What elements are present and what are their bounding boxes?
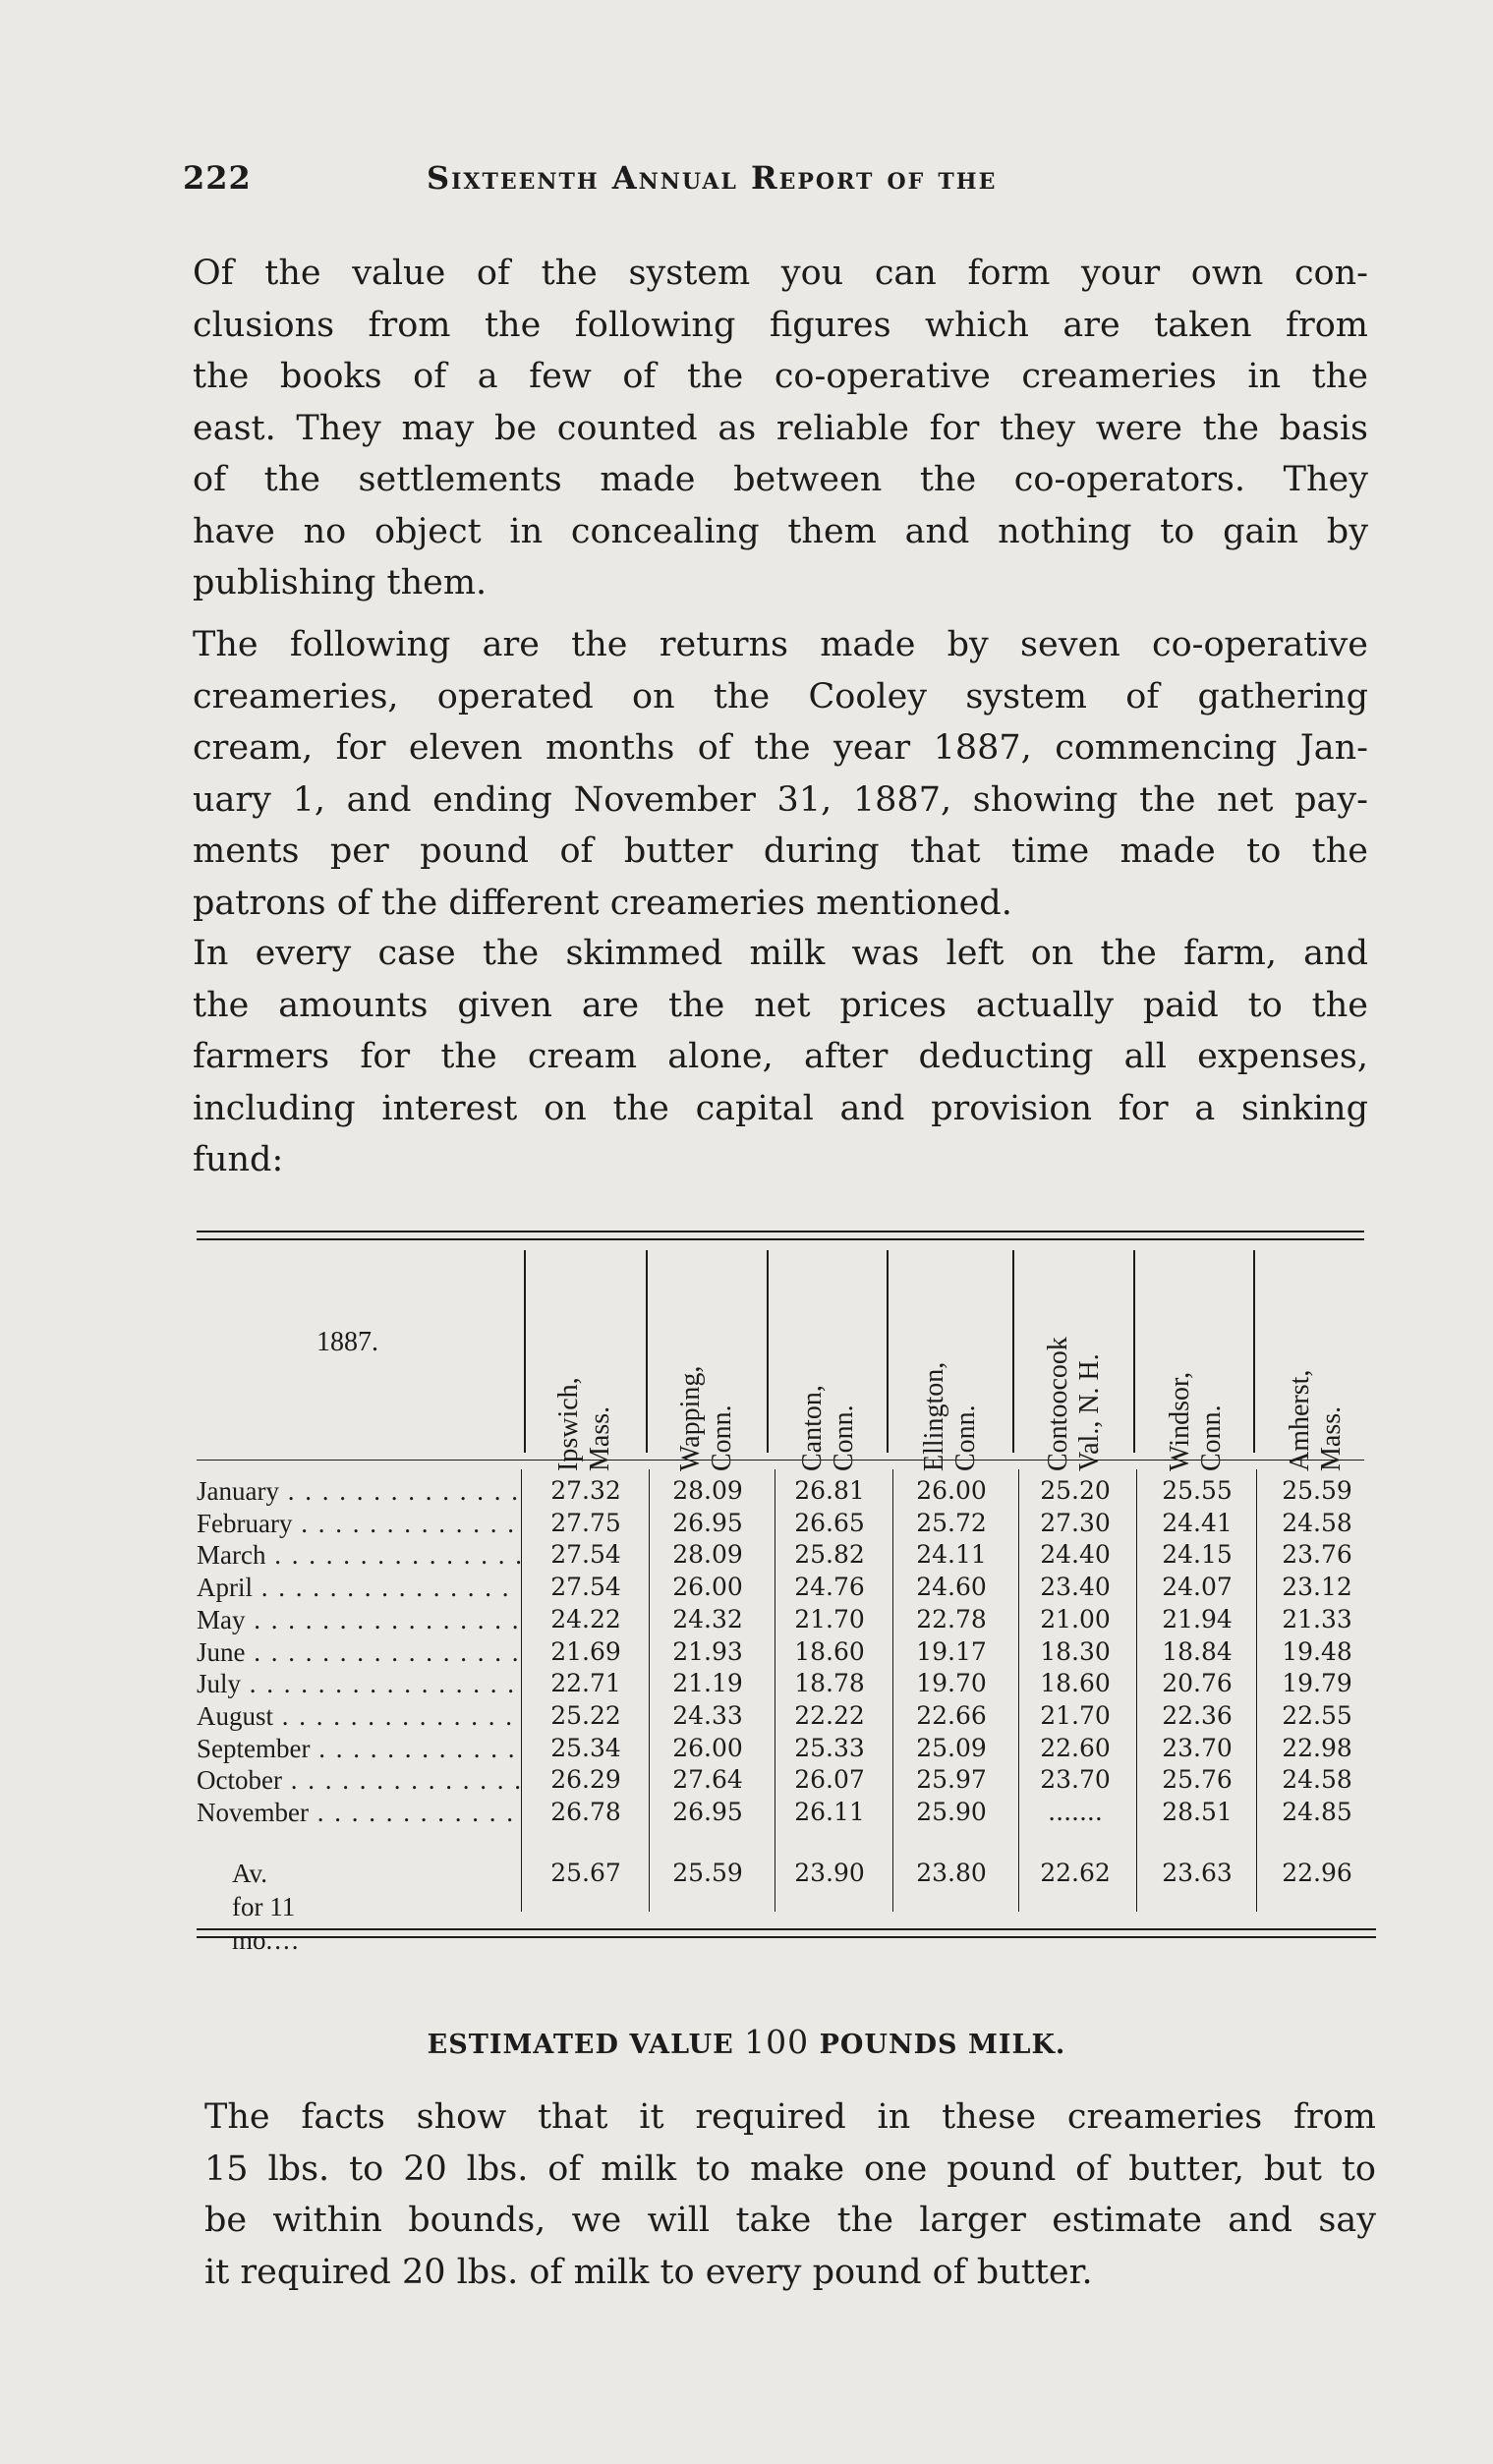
table-cell: 22.22 bbox=[794, 1700, 865, 1730]
table-cell: 18.30 bbox=[1040, 1636, 1111, 1666]
table-cell: 21.70 bbox=[1040, 1700, 1111, 1730]
column-divider bbox=[887, 1250, 889, 1453]
table-cell: 24.07 bbox=[1162, 1573, 1233, 1602]
table-cell: 24.60 bbox=[916, 1573, 987, 1602]
table-cell: 18.84 bbox=[1162, 1636, 1233, 1666]
text-line: have no object in concealing them and nothing to gain by bbox=[193, 511, 1368, 551]
column-header bbox=[1035, 1226, 1114, 1471]
column-divider bbox=[1133, 1250, 1135, 1453]
text-line: patrons of the different creameries mentioned. bbox=[193, 883, 1012, 923]
table-cell: 22.36 bbox=[1162, 1700, 1233, 1730]
column-header-line: Conn. bbox=[829, 1404, 859, 1471]
table-cell: 24.76 bbox=[794, 1573, 865, 1602]
month-label: April . . . bbox=[197, 1571, 521, 1604]
text-line: creameries, operated on the Cooley system of gathering bbox=[193, 676, 1368, 716]
average-cell: 22.96 bbox=[1282, 1859, 1352, 1887]
table-cell: 24.15 bbox=[1162, 1540, 1233, 1570]
column-header bbox=[911, 1226, 990, 1471]
table-cell: 24.85 bbox=[1282, 1798, 1352, 1826]
table-cell: 27.75 bbox=[550, 1508, 621, 1537]
table-cell: 25.20 bbox=[1040, 1476, 1111, 1505]
subheading-post: POUNDS MILK. bbox=[819, 2030, 1066, 2060]
table-cell: 26.81 bbox=[794, 1476, 865, 1505]
table-cell: 22.66 bbox=[916, 1700, 987, 1730]
table-cell: 27.54 bbox=[550, 1573, 621, 1602]
table-cell: ....... bbox=[1048, 1798, 1103, 1826]
year-label: 1887. bbox=[316, 1327, 378, 1357]
table-cell: 19.70 bbox=[916, 1669, 987, 1698]
subheading-pre: ESTIMATED VALUE bbox=[427, 2030, 734, 2060]
text-line: be within bounds, we will take the larger estimate and say bbox=[204, 2201, 1376, 2240]
table-cell: 24.22 bbox=[550, 1604, 621, 1633]
column-header bbox=[789, 1226, 868, 1471]
column-header-line: Val., N. H. bbox=[1074, 1353, 1105, 1471]
table-cell: 23.70 bbox=[1162, 1733, 1233, 1762]
table-cell: 26.07 bbox=[794, 1765, 865, 1795]
table-cell: 28.51 bbox=[1162, 1798, 1233, 1826]
table-cell: 25.09 bbox=[916, 1733, 987, 1762]
table-cell: 25.82 bbox=[794, 1540, 865, 1570]
average-cell: 23.80 bbox=[916, 1859, 987, 1887]
column-header-line: Contoocook bbox=[1043, 1337, 1073, 1471]
table-cell: 26.00 bbox=[672, 1573, 743, 1602]
table-cell: 24.11 bbox=[916, 1540, 987, 1570]
average-cell: 23.63 bbox=[1162, 1859, 1233, 1887]
text-line: ments per pound of butter during that time made to the bbox=[193, 831, 1368, 871]
column-header-line: Canton, bbox=[797, 1385, 828, 1471]
column-header-line: Conn. bbox=[707, 1404, 737, 1471]
month-label: May . . . bbox=[197, 1603, 521, 1636]
table-cell: 22.60 bbox=[1040, 1733, 1111, 1762]
table-cell: 28.09 bbox=[672, 1540, 743, 1570]
column-header-line: Wapping, bbox=[675, 1365, 706, 1471]
table-cell: 21.19 bbox=[672, 1669, 743, 1698]
column-divider bbox=[767, 1250, 769, 1453]
column-header bbox=[1277, 1226, 1355, 1471]
table-cell: 18.60 bbox=[1040, 1669, 1111, 1698]
table-cell: 19.79 bbox=[1282, 1669, 1352, 1698]
table-cell: 27.32 bbox=[550, 1476, 621, 1505]
paragraph-closing bbox=[204, 2092, 1376, 2298]
text-line: 15 lbs. to 20 lbs. of milk to make one pound of butter, but to bbox=[204, 2149, 1376, 2189]
table-cell: 19.48 bbox=[1282, 1636, 1352, 1666]
table-cell: 21.69 bbox=[550, 1636, 621, 1666]
table-cell: 21.33 bbox=[1282, 1604, 1352, 1633]
table-cell: 21.94 bbox=[1162, 1604, 1233, 1633]
month-label: February . . . bbox=[197, 1507, 521, 1540]
paragraph-returns bbox=[193, 619, 1368, 929]
column-divider bbox=[524, 1250, 526, 1453]
average-label bbox=[232, 1857, 301, 1957]
paragraph-skimmed-milk bbox=[193, 928, 1368, 1186]
table-cell: 27.30 bbox=[1040, 1508, 1111, 1537]
column-header-line: Ipswich, bbox=[553, 1377, 584, 1471]
table-cell: 24.41 bbox=[1162, 1508, 1233, 1537]
table-cell: 20.76 bbox=[1162, 1669, 1233, 1698]
table-cell: 21.00 bbox=[1040, 1604, 1111, 1633]
column-header bbox=[546, 1226, 624, 1471]
month-label: June . . . bbox=[197, 1635, 521, 1669]
average-label-text: Av. for 11 mo bbox=[232, 1859, 296, 1955]
column-divider bbox=[1253, 1250, 1255, 1453]
table-cell: 18.78 bbox=[794, 1669, 865, 1698]
table-cell: 24.33 bbox=[672, 1700, 743, 1730]
text-line: including interest on the capital and provision for a sinking bbox=[193, 1088, 1368, 1128]
column-header-line: Amherst, bbox=[1285, 1369, 1315, 1471]
month-label: July . . . bbox=[197, 1667, 521, 1700]
column-divider bbox=[646, 1250, 648, 1453]
table-cell: 23.76 bbox=[1282, 1540, 1352, 1570]
average-cell: 25.59 bbox=[672, 1859, 743, 1887]
table-cell: 25.72 bbox=[916, 1508, 987, 1537]
table-cell: 23.70 bbox=[1040, 1765, 1111, 1795]
column-header-line: Mass. bbox=[1316, 1405, 1347, 1471]
table-cell: 22.78 bbox=[916, 1604, 987, 1633]
text-line: east. They may be counted as reliable for they were the basis bbox=[193, 408, 1368, 448]
table-cell: 26.29 bbox=[550, 1765, 621, 1795]
running-title: Sixteenth Annual Report of the bbox=[427, 159, 998, 197]
column-header bbox=[1157, 1226, 1235, 1471]
table-cell: 26.95 bbox=[672, 1798, 743, 1826]
section-subheading bbox=[0, 2023, 1493, 2061]
table-cell: 25.55 bbox=[1162, 1476, 1233, 1505]
text-line: In every case the skimmed milk was left on the farm, and bbox=[193, 934, 1368, 973]
text-line: the books of a few of the co-operative creameries in the bbox=[193, 357, 1368, 396]
table-cell: 22.98 bbox=[1282, 1733, 1352, 1762]
average-label-dots: .... bbox=[265, 1925, 301, 1955]
table-cell: 21.93 bbox=[672, 1636, 743, 1666]
table-cell: 27.54 bbox=[550, 1540, 621, 1570]
table-cell: 22.71 bbox=[550, 1669, 621, 1698]
month-label: March . . . bbox=[197, 1538, 521, 1572]
table-cell: 23.40 bbox=[1040, 1573, 1111, 1602]
column-header-line: Mass. bbox=[585, 1405, 615, 1471]
column-header-line: Conn. bbox=[1196, 1404, 1227, 1471]
table-cell: 26.95 bbox=[672, 1508, 743, 1537]
table-cell: 25.76 bbox=[1162, 1765, 1233, 1795]
text-line: fund: bbox=[193, 1140, 284, 1179]
text-line: it required 20 lbs. of milk to every pound of butter. bbox=[204, 2252, 1093, 2292]
month-label: November . . . bbox=[197, 1796, 521, 1829]
table-cell: 24.58 bbox=[1282, 1508, 1352, 1537]
month-label: January . . . bbox=[197, 1474, 521, 1508]
table-cell: 25.34 bbox=[550, 1733, 621, 1762]
table-cell: 23.12 bbox=[1282, 1573, 1352, 1602]
table-cell: 25.97 bbox=[916, 1765, 987, 1795]
subheading-number: 100 bbox=[744, 2023, 810, 2061]
average-cell: 23.90 bbox=[794, 1859, 865, 1887]
text-line: clusions from the following figures which are taken from bbox=[193, 305, 1368, 345]
table-cell: 26.65 bbox=[794, 1508, 865, 1537]
table-cell: 25.22 bbox=[550, 1700, 621, 1730]
table-cell: 18.60 bbox=[794, 1636, 865, 1666]
table-bottom-rule bbox=[197, 1936, 1376, 1938]
table-cell: 19.17 bbox=[916, 1636, 987, 1666]
table-cell: 25.90 bbox=[916, 1798, 987, 1826]
column-header-line: Conn. bbox=[950, 1404, 981, 1471]
table-bottom-rule bbox=[197, 1928, 1376, 1930]
month-label: August . . . bbox=[197, 1699, 521, 1733]
text-line: The following are the returns made by seven co-operative bbox=[193, 625, 1368, 664]
column-divider bbox=[1012, 1250, 1014, 1453]
table-cell: 22.55 bbox=[1282, 1700, 1352, 1730]
table-cell: 25.33 bbox=[794, 1733, 865, 1762]
text-line: cream, for eleven months of the year 1887, commencing Jan- bbox=[193, 728, 1368, 768]
paragraph-intro bbox=[193, 248, 1368, 609]
table-cell: 26.78 bbox=[550, 1798, 621, 1826]
table-cell: 24.40 bbox=[1040, 1540, 1111, 1570]
column-header-line: Windsor, bbox=[1165, 1371, 1195, 1471]
column-header bbox=[667, 1226, 746, 1471]
text-line: the amounts given are the net prices actually paid to the bbox=[193, 985, 1368, 1025]
table-cell: 26.00 bbox=[916, 1476, 987, 1505]
table-cell: 24.32 bbox=[672, 1604, 743, 1633]
text-line: farmers for the cream alone, after deducting all expenses, bbox=[193, 1037, 1368, 1076]
table-cell: 27.64 bbox=[672, 1765, 743, 1795]
table-cell: 28.09 bbox=[672, 1476, 743, 1505]
table-cell: 21.70 bbox=[794, 1604, 865, 1633]
average-cell: 22.62 bbox=[1040, 1859, 1111, 1887]
text-line: of the settlements made between the co-operators. They bbox=[193, 460, 1368, 499]
text-line: uary 1, and ending November 31, 1887, showing the net pay- bbox=[193, 779, 1368, 820]
text-line: The facts show that it required in these creameries from bbox=[204, 2097, 1376, 2137]
table-cell: 25.59 bbox=[1282, 1476, 1352, 1505]
table-cell: 26.00 bbox=[672, 1733, 743, 1762]
table-cell: 24.58 bbox=[1282, 1765, 1352, 1795]
column-divider bbox=[521, 1469, 522, 1912]
text-line: Of the value of the system you can form your own con- bbox=[193, 254, 1368, 293]
average-cell: 25.67 bbox=[550, 1859, 621, 1887]
table-cell: 26.11 bbox=[794, 1798, 865, 1826]
column-header-line: Ellington, bbox=[919, 1361, 949, 1471]
page-number: 222 bbox=[183, 159, 252, 197]
month-label: September . . . bbox=[197, 1732, 521, 1765]
month-label: October . . . bbox=[197, 1763, 521, 1797]
text-line: publishing them. bbox=[193, 563, 488, 602]
